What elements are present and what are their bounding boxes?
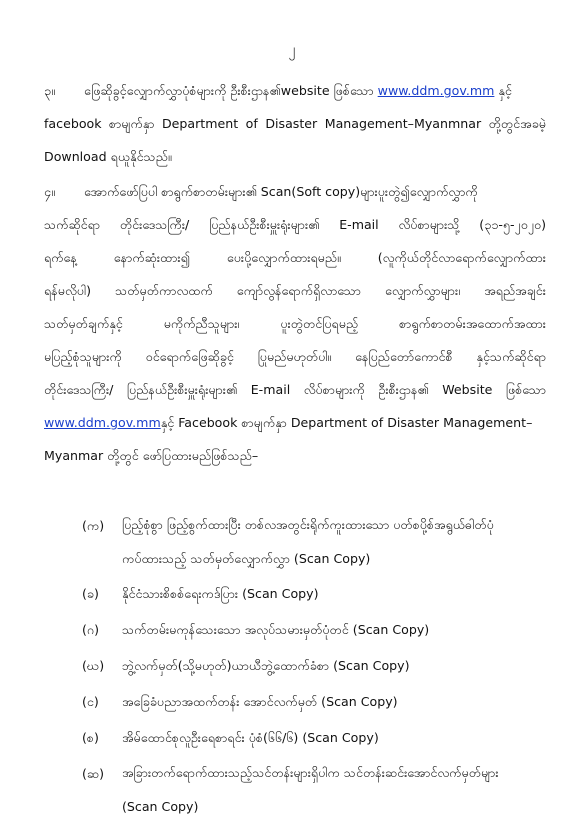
para4-line-8 — [44, 406, 546, 439]
list-item-text — [122, 508, 552, 576]
list-item-line: ပြည့်စုံစွာ ဖြည့်စွက်ထားပြီး တစ်လအတွင်းရိုက်ကူးထားသော ပတ်စပို့စ်အရွယ်ဓါတ်ပုံ — [122, 517, 494, 532]
list-item — [82, 576, 552, 612]
list-item-line: ကပ်ထားသည့် သတ်မှတ်လျှောက်လွှာ (Scan Copy) — [122, 551, 371, 566]
list-item-text: သက်တမ်းမကုန်သေးသော အလုပ်သမားမှတ်ပုံတင် (Scan Copy) — [122, 622, 430, 637]
list-item — [82, 508, 552, 576]
page-number: ၂ — [288, 42, 296, 58]
list-item — [82, 756, 552, 824]
para4-line-6: မပြည့်စုံသူများကို ဝင်ရောက်ဖြေဆိုခွင့် ပြုမည်မဟုတ်ပါ။ နေပြည်တော်ကောင်စီ နှင့်သက်ဆိုင်ရာ — [44, 349, 546, 364]
list-item-line: (Scan Copy) — [122, 799, 199, 814]
list-item — [82, 648, 552, 684]
para4-text-1: အောက်ဖော်ပြပါ စာရွက်စာတမ်းများ၏ Scan(Soft copy)များပူးတွဲ၍လျှောက်လွှာကို — [84, 184, 478, 199]
para4-line-2: သက်ဆိုင်ရာ တိုင်းဒေသကြီး/ ပြည်နယ်ဦးစီးမှူးရုံးများ၏ E-mail လိပ်စာများသို့ (၃၁-၅-၂၀၂၀) — [44, 217, 546, 232]
list-item-text: ဘွဲ့လက်မှတ်(သို့မဟုတ်)ယာယီဘွဲ့ထောက်ခံစာ (Scan Copy) — [122, 658, 410, 673]
list-marker: (စ) — [82, 730, 99, 745]
list-item-text: နိုင်ငံသားစိစစ်ရေးကဒ်ပြား (Scan Copy) — [122, 586, 319, 601]
para3-number: ၃။ — [44, 83, 55, 98]
list-marker: (ခ) — [82, 586, 99, 601]
para4-text-8b: နှင့် Facebook စာမျက်နှာ Department of Disaster Management– — [160, 415, 533, 430]
paragraph-4 — [44, 175, 546, 472]
para4-line-5: သတ်မှတ်ချက်နှင့် မကိုက်ညီသူများ၊ ပူးတွဲတင်ပြရမည့် စာရွက်စာတမ်းအထောက်အထား — [44, 316, 546, 331]
list-marker: (င) — [82, 694, 99, 709]
list-item — [82, 612, 552, 648]
para3-line-1 — [44, 74, 546, 107]
list-item-text: အခြေခံပညာအထက်တန်း အောင်လက်မှတ် (Scan Copy) — [122, 694, 398, 709]
para3-text-1a: ဖြေဆိုခွင့်လျှောက်လွှာပုံစံများကို ဦးစီးဌာန၏website ဖြစ်သော — [84, 83, 378, 98]
para3-line-3: Download ရယူနိုင်သည်။ — [44, 149, 172, 164]
para3-line-2: facebook စာမျက်နှာ Department of Disaster Management–Myanmnar တို့တွင်အခမဲ့ — [44, 116, 546, 131]
para4-line-3: ရက်နေ့ နောက်ဆုံးထား၍ ပေးပို့လျှောက်ထားရမည်။ (လူကိုယ်တိုင်လာရောက်လျှောက်ထား — [44, 250, 546, 265]
list-item-line: အခြားတက်ရောက်ထားသည့်သင်တန်းများရှိပါက သင်တန်းဆင်းအောင်လက်မှတ်များ — [122, 765, 499, 780]
list-marker: (ဆ) — [82, 766, 105, 781]
para4-number: ၄။ — [44, 184, 55, 199]
list-marker: (ဃ) — [82, 658, 105, 673]
para4-line-1 — [44, 175, 546, 208]
website-link[interactable]: www.ddm.gov.mm — [377, 83, 495, 98]
list-item-text — [122, 756, 552, 824]
para3-text-1b: နှင့် — [494, 83, 512, 98]
list-item — [82, 684, 552, 720]
para4-line-4: ရန်မလိုပါ) သတ်မှတ်ကာလထက် ကျော်လွန်ရောက်ရှိလာသော လျှောက်လွှာများ၊ အရည်အချင်း — [44, 283, 546, 298]
list-marker: (က) — [82, 518, 105, 533]
website-link-2[interactable]: www.ddm.gov.mm — [44, 415, 161, 430]
list-item — [82, 720, 552, 756]
para4-line-9: Myanmar တို့တွင် ဖော်ပြထားမည်ဖြစ်သည်– — [44, 448, 259, 463]
paragraph-3 — [44, 74, 546, 173]
list-item-text: အိမ်ထောင်စုလူဦးရေစာရင်း ပုံစံ(၆၆/၆) (Scan Copy) — [122, 730, 379, 745]
para4-line-7: တိုင်းဒေသကြီး/ ပြည်နယ်ဦးစီးမှူးရုံးများ၏ E-mail လိပ်စာများကို ဦးစီးဌာန၏ Website ဖြစ်သော — [44, 382, 546, 397]
document-list — [82, 508, 552, 824]
list-marker: (ဂ) — [82, 622, 100, 637]
